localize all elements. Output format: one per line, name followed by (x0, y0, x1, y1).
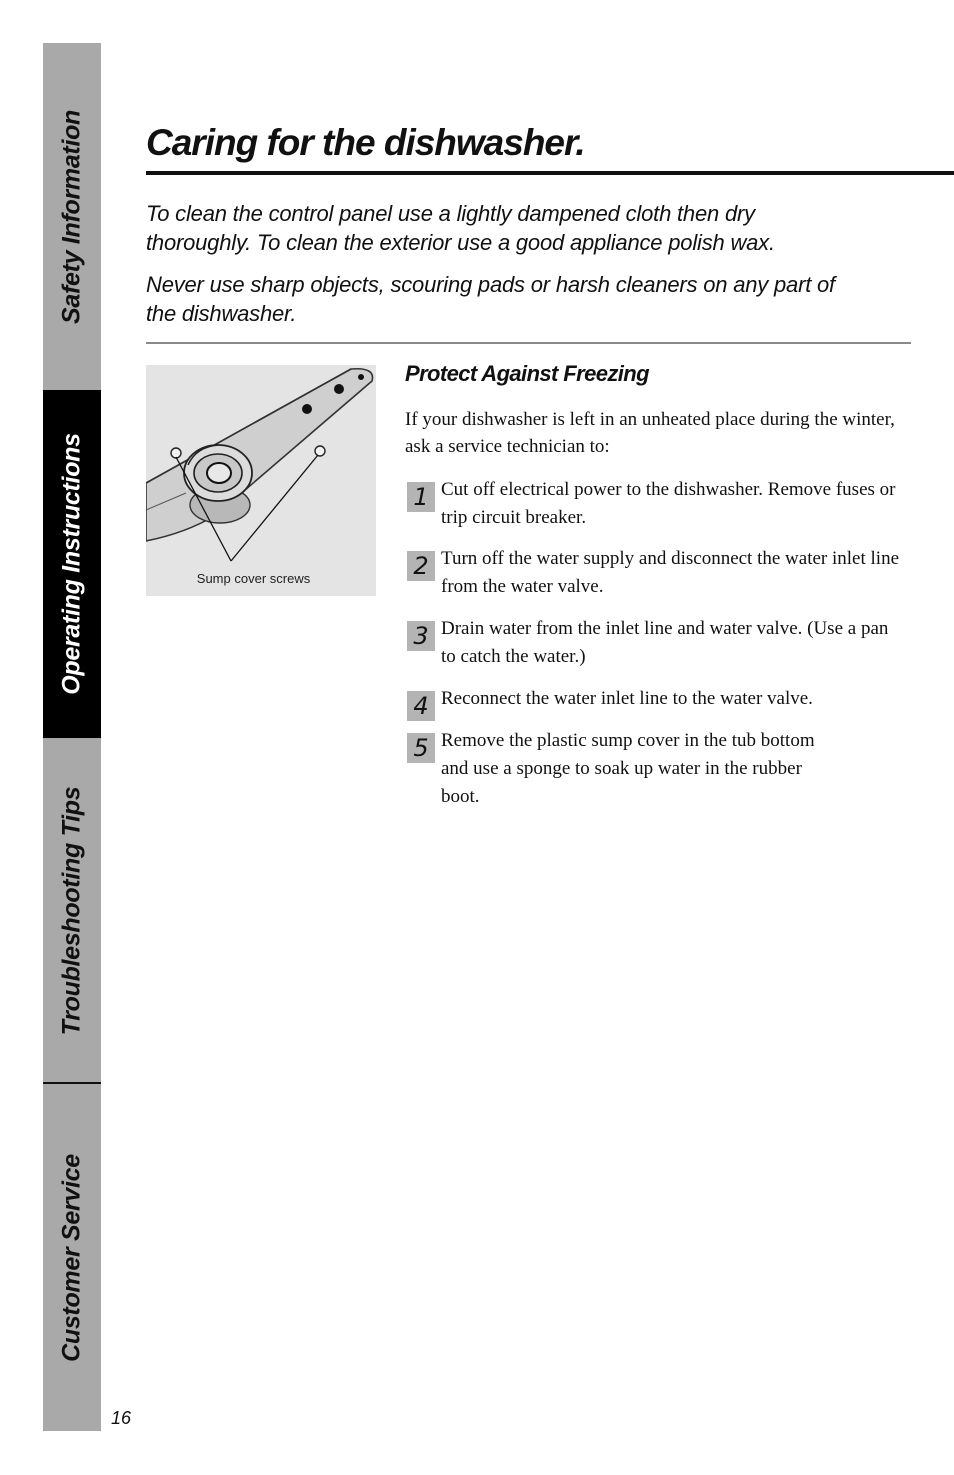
step-number-badge: 3 (407, 621, 435, 651)
tab-label: Safety Information (57, 109, 86, 324)
sump-cover-illustration (146, 365, 376, 596)
tab-label: Customer Service (57, 1153, 86, 1362)
tab-label: Troubleshooting Tips (57, 786, 86, 1035)
intro-paragraph: To clean the control panel use a lightly dampened cloth then dry thoroughly. To clean the exterior use a good appliance polish wax. (146, 201, 775, 255)
page-title: Caring for the dishwasher. (146, 122, 585, 163)
tab-lower-group (43, 738, 101, 1431)
section-divider (146, 342, 911, 344)
tab-safety-information[interactable] (43, 43, 101, 390)
title-rule (146, 171, 954, 175)
step-number-badge: 5 (407, 733, 435, 763)
step-text: Reconnect the water inlet line to the water valve. (441, 688, 813, 709)
step-number-badge: 1 (407, 482, 435, 512)
step-text: Turn off the water supply and disconnect the water inlet line from the water valve. (441, 548, 900, 597)
tab-customer-service[interactable] (43, 1084, 101, 1431)
section-tabs (43, 43, 101, 1431)
spray-arm-drawing (146, 365, 376, 596)
step-text: Remove the plastic sump cover in the tub bottom and use a sponge to soak up water in the rubber boot. (441, 730, 815, 807)
tab-label: Operating Instructions (57, 433, 86, 695)
page-number: 16 (111, 1408, 132, 1428)
step-number-badge: 2 (407, 551, 435, 581)
step-text: Drain water from the inlet line and water valve. (Use a pan to catch the water.) (441, 618, 889, 667)
tab-operating-instructions[interactable] (43, 390, 101, 738)
tab-troubleshooting-tips[interactable] (43, 738, 101, 1083)
step-text: Cut off electrical power to the dishwasher. Remove fuses or trip circuit breaker. (441, 479, 896, 528)
step-number-badge: 4 (407, 691, 435, 721)
figure-caption: Sump cover screws (196, 571, 311, 586)
section-heading: Protect Against Freezing (405, 361, 649, 386)
section-intro: If your dishwasher is left in an unheated place during the winter, ask a service technician to: (405, 409, 895, 457)
warning-paragraph: Never use sharp objects, scouring pads or harsh cleaners on any part of the dishwasher. (146, 272, 835, 326)
